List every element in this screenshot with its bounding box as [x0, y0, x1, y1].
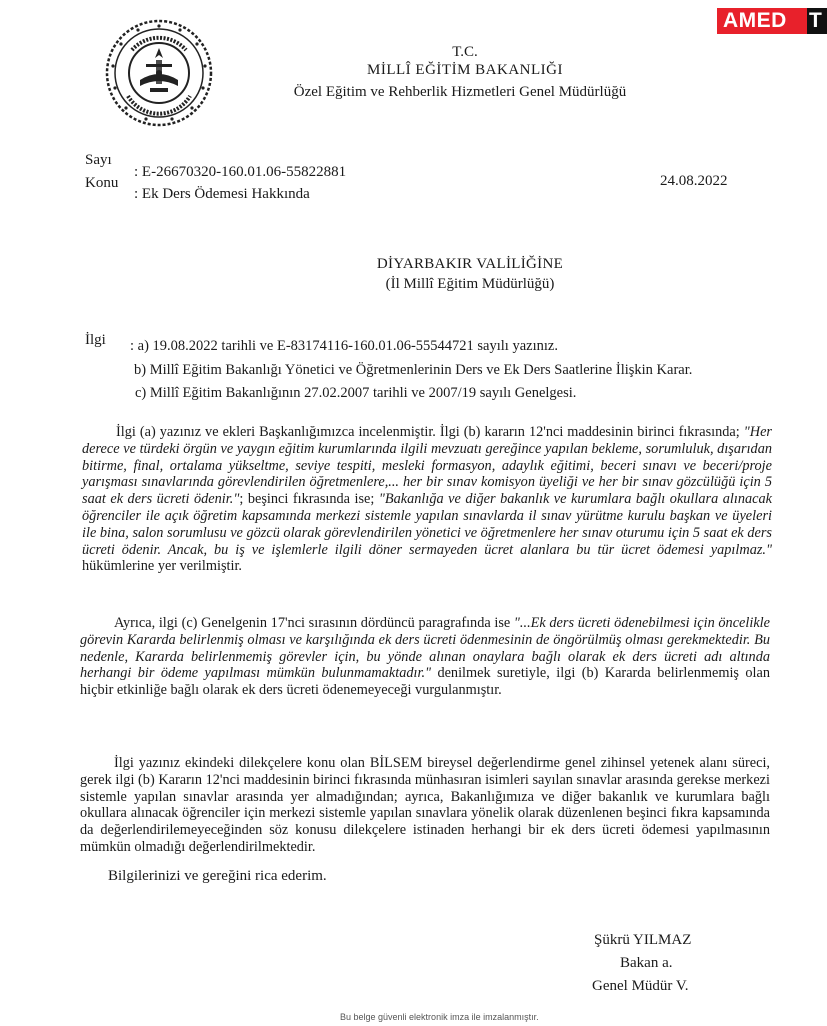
konu-label: Konu	[85, 175, 119, 191]
header-directorate: Özel Eğitim ve Rehberlik Hizmetleri Genel Müdürlüğü	[293, 84, 627, 100]
signer-role-1: Bakan a.	[620, 955, 673, 971]
ministry-seal-icon	[100, 14, 218, 132]
p2-text-b: denilmek suretiyle, ilgi (b) Kararda belirlenmemiş olan hiçbir etkinliğe bağlı olarak ek ders ücreti ödenemeyeceği vurgulanmıştır.	[80, 665, 770, 699]
p3-text: İlgi yazınız ekindeki dilekçelere konu olan BİLSEM bireysel değerlendirme genel zihinsel yetenek alanı süreci, gerek ilgi (b) Kararın 12'nci maddesinin birinci fıkrasında münhasıran isimleri sayılan sınavlar arasında gerekse merkezi sistemle yapılan sınavlar arasında yer almadığından; ayrıca, Bakanlığımıza ve diğer bakanlık ve kurumlara bağlı okullara alınacak öğrenciler için merkezi sistemle yapılan sınavlara yönelik olarak düzenlenen beşinci fıkra kapsamında da değerlendirilemeyeceğinden söz konusu dilekçelere istinaden herhangi bir ek ders ücreti ödemesi yapılmasının mümkün olmadığı değerlendirilmektedir.	[80, 755, 770, 855]
konu-value: : Ek Ders Ödemesi Hakkında	[134, 186, 310, 202]
p1-text-b: ; beşinci fıkrasında ise;	[239, 491, 379, 508]
sayi-label: Sayı	[85, 152, 112, 168]
p1-quote-1: "Her derece ve türdeki örgün ve yaygın eğitim kurumlarında ilgili mevzuatı gereğince yapılan bekleme, sorumluluk, dışarıdan bitirme, final, ortalama yükseltme, seviye tespiti, mesleki formasyon, adaylık eğitimi, beceri sınavı ve beceri/proje yarışması sınavlarında görevlendirilen öğretmenlere,... her bir sınav komisyon üyeliği ve her bir sınav gözcülüğü için 5 saat ek ders ücreti ödenir."	[82, 424, 772, 508]
signer-name: Şükrü YILMAZ	[594, 932, 692, 948]
footer-note: Bu belge güvenli elektronik imza ile imzalanmıştır.	[340, 1012, 539, 1022]
ilgi-item-a: : a) 19.08.2022 tarihli ve E-83174116-160.01.06-55544721 sayılı yazınız.	[130, 338, 558, 354]
watermark-brand-red: AMED	[717, 8, 807, 34]
p1-text-c: hükümlerine yer verilmiştir.	[82, 558, 243, 575]
body-paragraph-2	[80, 615, 770, 699]
body-paragraph-3	[80, 755, 770, 856]
body-paragraph-1	[82, 424, 772, 575]
watermark-brand-black: T	[807, 8, 827, 34]
p2-text-a: Ayrıca, ilgi (c) Genelgenin 17'nci sırasının dördüncü paragrafında ise	[114, 615, 514, 631]
closing-line: Bilgilerinizi ve gereğini rica ederim.	[108, 868, 327, 884]
header-ministry: MİLLÎ EĞİTİM BAKANLIĞI	[367, 62, 563, 78]
p1-quote-2: "Bakanlığa ve diğer bakanlık ve kurumlara bağlı okullara alınacak öğrenciler ile açık öğretim kapsamında merkezi sistemle yapılan sınavlarda il sınav yürütme kurulu başkan ve üyeleri ile bina, salon sorumlusu ve gözcü olarak görevlendirilen yönetici ve öğretmenlere her sınav oturumu için 5 saat ek ders ücreti ödenir. Ancak, bu iş ve işlemlerle ilgili döner sermayeden ücret alanlara bu tür ücret ödemesi yapılmaz."	[82, 491, 772, 558]
ilgi-item-c: c) Millî Eğitim Bakanlığının 27.02.2007 tarihli ve 2007/19 sayılı Genelgesi.	[135, 385, 577, 401]
ilgi-label: İlgi	[85, 332, 106, 348]
signer-role-2: Genel Müdür V.	[592, 978, 689, 994]
header-tc: T.C.	[452, 44, 478, 60]
watermark-badge	[717, 8, 827, 34]
document-date: 24.08.2022	[660, 173, 728, 189]
p2-quote: "...Ek ders ücreti ödenebilmesi için öncelikle görevin Kararda belirlenmiş olması ve karşılığında ek ders ücreti ödenmesinin de öngörülmüş olması gerekmektedir. Bu nedenle, Kararda belirlenmemiş görevler için, bu yönde alınan onaylara bağlı olarak ek ders ücreti adı altında herhangi bir ödeme yapılması mümkün bulunmamaktadır."	[80, 615, 770, 682]
ilgi-item-b: b) Millî Eğitim Bakanlığı Yönetici ve Öğretmenlerinin Ders ve Ek Ders Saatlerine İlişkin Karar.	[134, 362, 693, 378]
addressee-title: DİYARBAKIR VALİLİĞİNE	[376, 256, 564, 272]
addressee-subtitle: (İl Millî Eğitim Müdürlüğü)	[385, 276, 555, 292]
sayi-value: : E-26670320-160.01.06-55822881	[134, 164, 347, 180]
p1-text-a: İlgi (a) yazınız ve ekleri Başkanlığımızca incelenmiştir. İlgi (b) kararın 12'nci maddesinin birinci fıkrasında;	[116, 424, 744, 440]
